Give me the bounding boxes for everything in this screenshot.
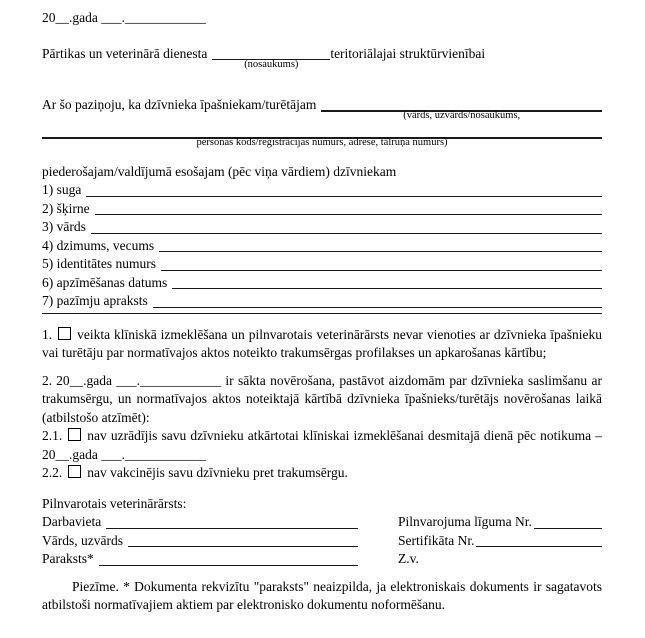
identitates-numurs-field[interactable] (161, 255, 602, 271)
sig-row-darbavieta (42, 513, 358, 532)
checkbox-icon[interactable] (58, 327, 71, 340)
clause-2-2 (42, 464, 602, 483)
sertifikata-nr-field[interactable] (476, 532, 602, 548)
clause-1 (42, 326, 602, 363)
field-label: 4) dzimums, vecums (42, 237, 155, 253)
clause-text: nav uzrādījis savu dzīvnieku atkārtotai klīniskai izmeklēšanai desmitajā dienā pēc notikuma – 20__.gada ___.____________ (42, 428, 602, 462)
signature-grid (42, 513, 602, 569)
sig-label: Darbavieta (42, 514, 102, 529)
field-row-skirne (42, 200, 602, 219)
clause-text: veikta klīniskā izmeklēšana un pilnvarotais veterinārārsts nevar vienoties ar dzīvnieka īpašnieku vai turētāju par normatīvajos aktos noteikto trakumsērgas profilakses un apkarošanas kārtību; (42, 326, 602, 360)
checkbox-icon[interactable] (68, 465, 81, 478)
sig-label: Sertifikāta Nr. (398, 532, 475, 548)
signature-block-title: Pilnvarotais veterinārārsts: (42, 495, 187, 511)
recipient-suffix: teritoriālajai struktūrvienībai (330, 45, 486, 61)
apzimesanas-datums-field[interactable] (172, 274, 602, 290)
field-row-apzimesanas (42, 274, 602, 293)
field-row-pazimju (42, 292, 602, 311)
field-row-dzimums (42, 237, 602, 256)
sig-label: Vārds, uzvārds (42, 532, 123, 548)
sig-label: Paraksts* (42, 551, 94, 566)
darbavieta-field[interactable] (106, 513, 358, 529)
suga-field[interactable] (86, 181, 602, 197)
document-date-line[interactable]: 20__.gada ___.____________ (42, 10, 206, 25)
clause-text: 20__.gada ___.____________ ir sākta novērošana, pastāvot aizdomām par dzīvnieka saslimšanu ar trakumsērgu, un normatīvajos aktos noteiktajā kārtībā dzīvnieka īpašnieks/turētājs novērošanas laikā (atbilstošo atzīmēt): (42, 372, 602, 425)
field-row-identitates (42, 255, 602, 274)
recipient-line (42, 45, 602, 70)
clause-text: nav vakcinējis savu dzīvnieku pret trakumsērgu. (87, 465, 348, 480)
sig-label: Z.v. (398, 551, 419, 566)
dzimums-vecums-field[interactable] (159, 237, 602, 253)
skirne-field[interactable] (95, 200, 602, 216)
owner-name-field[interactable] (321, 96, 602, 121)
structural-unit-name-field[interactable] (212, 45, 330, 70)
field-label: 2) šķirne (42, 200, 90, 216)
paraksts-field[interactable] (99, 550, 358, 566)
checkbox-icon[interactable] (68, 428, 81, 441)
vards-field[interactable] (91, 218, 602, 234)
sig-label: Pilnvarojuma līguma Nr. (398, 514, 532, 529)
pazimju-apraksts-field[interactable] (153, 292, 602, 308)
field-label: 7) pazīmju apraksts (42, 293, 148, 308)
field-label: 5) identitātes numurs (42, 256, 156, 271)
sig-row-pilnvarojuma (398, 513, 602, 532)
field-hint-owner: (vārds, uzvārds/nosaukums, (403, 109, 521, 121)
footnote: Piezīme. * Dokumenta rekvizītu "paraksts" neaizpilda, ja elektroniskais dokuments ir sagatavots atbilstoši normatīvajiem aktiem par elektronisko dokumentu noformēšanu. (42, 578, 602, 612)
clause-number: 2.2. (42, 465, 63, 480)
declaration-line (42, 96, 602, 121)
declaration-text: Ar šo paziņoju, ka dzīvnieka īpašniekam/turētājam (42, 97, 317, 112)
recipient-prefix: Pārtikas un veterinārā dienesta (42, 45, 208, 61)
field-label: 3) vārds (42, 219, 86, 234)
clause-2-1 (42, 427, 602, 464)
owner-details-field[interactable] (42, 136, 602, 148)
clause-number: 2.1. (42, 428, 63, 443)
field-row-vards (42, 218, 602, 237)
field-hint-nosaukums: (nosaukums) (244, 59, 299, 70)
sig-row-zv (398, 550, 602, 569)
clause-number: 1. (42, 326, 53, 342)
clause-2 (42, 372, 602, 428)
clause-number: 2. (42, 372, 53, 388)
field-label: 6) apzīmēšanas datums (42, 274, 168, 290)
sig-row-vards-uzvards (42, 532, 358, 551)
description-continuation-field[interactable] (42, 313, 602, 314)
pilnvarojuma-liguma-nr-field[interactable] (534, 513, 602, 529)
vards-uzvards-field[interactable] (128, 532, 358, 548)
field-hint-owner-details: personas kods/reģistrācijas numurs, adrese, tālruņa numurs) (196, 136, 448, 148)
animal-intro: piederošajam/valdījumā esošajam (pēc viņa vārdiem) dzīvniekam (42, 163, 397, 179)
sig-row-paraksts (42, 550, 358, 569)
field-row-suga (42, 181, 602, 200)
sig-row-sertifikata (398, 532, 602, 551)
field-label: 1) suga (42, 182, 82, 197)
